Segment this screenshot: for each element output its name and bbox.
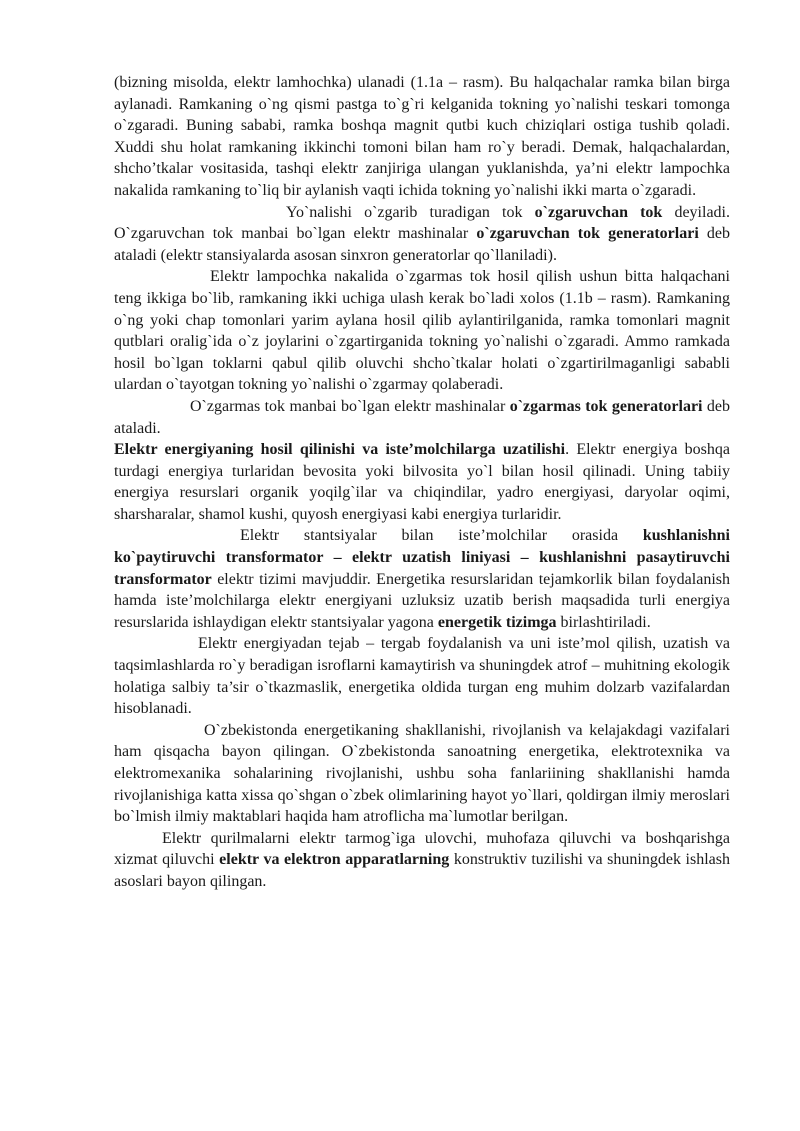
paragraph-5 [114, 439, 730, 525]
paragraph-5-text: . Elektr energiya boshqa turdagi energiya turlaridan bevosita yoki bilvosita yo`l bilan hosil qilinadi. Uning tabiiy energiya resurslari organik yoqilg`ilar va chiqindilar, yadro energiyasi, daryolar oqimi, sharsharalar, shamol kushi, quyosh energiyasi kabi energiya turlaridir. [114, 441, 730, 523]
paragraph-2-text-2: deyiladi. O`zgaruvchan tok manbai bo`lgan elektr mashinalar [114, 203, 730, 243]
paragraph-6-text-1: Elektr stantsiyalar bilan iste’molchilar orasida [240, 527, 643, 545]
paragraph-9-text-2: konstruktiv tuzilishi va shuningdek ishlash asoslari bayon qilingan. [114, 851, 730, 890]
paragraph-9-text-1: Elektr qurilmalarni elektr tarmog`iga ulovchi, muhofaza qiluvchi va boshqarishga xizmat qiluvchi [114, 829, 730, 869]
paragraph-2-text-3: deb ataladi (elektr stansiyalarda asosan sinxron generatorlar qo`llaniladi). [114, 225, 730, 264]
paragraph-4-text-2: deb ataladi. [114, 397, 731, 437]
paragraph-9 [114, 828, 730, 893]
paragraph-8-text: O`zbekistonda energetikaning shakllanishi, rivojlanish va kelajakdagi vazifalari ham qisqacha bayon qilingan. O`zbekistonda sanoatning energetika, elektrotexnika va elektromexanika sohalarining rivojlanishi, ushbu soha fanlariining shakllanishi hamda rivojlanishiga katta xissa qo`shgan o`zbek olimlarining hayot yo`llari, qoldirgan ilmiy meroslari bo`lmish ilmiy maktablari haqida ham atroflicha ma`lumotlar berilgan. [114, 721, 730, 826]
paragraph-4-text-1: O`zgarmas tok manbai bo`lgan elektr mashinalar [190, 397, 510, 415]
paragraph-8 [114, 720, 730, 828]
paragraph-2 [114, 202, 730, 267]
paragraph-7 [114, 633, 730, 719]
term-ac-generators: o`zgaruvchan tok generatorlari [476, 225, 699, 243]
document-page [114, 72, 730, 893]
paragraph-7-text: Elektr energiyadan tejab – tergab foydalanish va uni iste’mol qilish, uzatish va taqsimlashlarda ro`y beradigan isroflarni kamaytirish va shuningdek atrof – muhitning ekologik holatiga salbiy ta’sir o`tkazmaslik, energetika oldida turgan eng muhim dolzarb vazifalardan hisoblanadi. [114, 635, 730, 718]
paragraph-6 [114, 525, 730, 633]
term-transformer-chain: kushlanishni ko`paytiruvchi transformator – elektr uzatish liniyasi – kushlanishni pasaytiruvchi transformator [114, 527, 730, 588]
term-electrical-apparatus: elektr va elektron apparatlarning [219, 851, 450, 869]
paragraph-6-text-3: birlashtiriladi. [556, 613, 651, 631]
term-alternating-current: o`zgaruvchan tok [534, 203, 663, 221]
paragraph-3 [114, 266, 730, 396]
paragraph-2-text-1: Yo`nalishi o`zgarib turadigan tok [286, 203, 535, 221]
term-dc-generators: o`zgarmas tok generatorlari [509, 397, 703, 415]
paragraph-1-text: (bizning misolda, elektr lamhochka) ulanadi (1.1a – rasm). Bu halqachalar ramka bilan birga aylanadi. Ramkaning o`ng qismi pastga to`g`ri kelganida tokning yo`nalishi teskari tomonga o`zgaradi. Buning sababi, ramka boshqa magnit qutbi kuch chiziqlari ostiga tushib qoladi. Xuddi shu holat ramkaning ikkinchi tomoni bilan ham ro`y beradi. Demak, halqachalardan, shcho’tkalar vositasida, tashqi elektr zanjiriga ulangan yuklanishda, ya’ni elektr lampochka nakalida ramkaning to`liq bir aylanish vaqti ichida tokning yo`nalishi ikki marta o`zgaradi. [114, 74, 730, 199]
term-energy-system: energetik tizimga [437, 613, 557, 631]
paragraph-4 [114, 396, 730, 439]
paragraph-1 [114, 72, 730, 202]
section-heading-energy-transmission: Elektr energiyaning hosil qilinishi va iste’molchilarga uzatilishi [114, 441, 566, 459]
paragraph-3-text: Elektr lampochka nakalida o`zgarmas tok hosil qilish ushun bitta halqachani teng ikkiga bo`lib, ramkaning ikki uchiga ulash kerak bo`ladi xolos (1.1b – rasm). Ramkaning o`ng yoki chap tomonlari yarim aylana hosil qilib aylantirilganida, ramka tomonlari magnit qutblari oralig`ida o`z joylarini o`zgartirganida tokning yo`nalishi o`zgaradi. Ammo ramkada hosil bo`lgan toklarni qabul qilib oluvchi shcho`tkalar holati o`zgartirilmaganligi sababli ulardan o`tayotgan tokning yo`nalishi o`zgarmay qolaberadi. [114, 268, 730, 394]
paragraph-6-text-2: elektr tizimi mavjuddir. Energetika resurslaridan tejamkorlik bilan foydalanish hamda iste’molchilarga elektr energiyani uzluksiz uzatib berish maqsadida turli energiya resurslarida ishlaydigan elektr stantsiyalar yagona [114, 570, 730, 631]
